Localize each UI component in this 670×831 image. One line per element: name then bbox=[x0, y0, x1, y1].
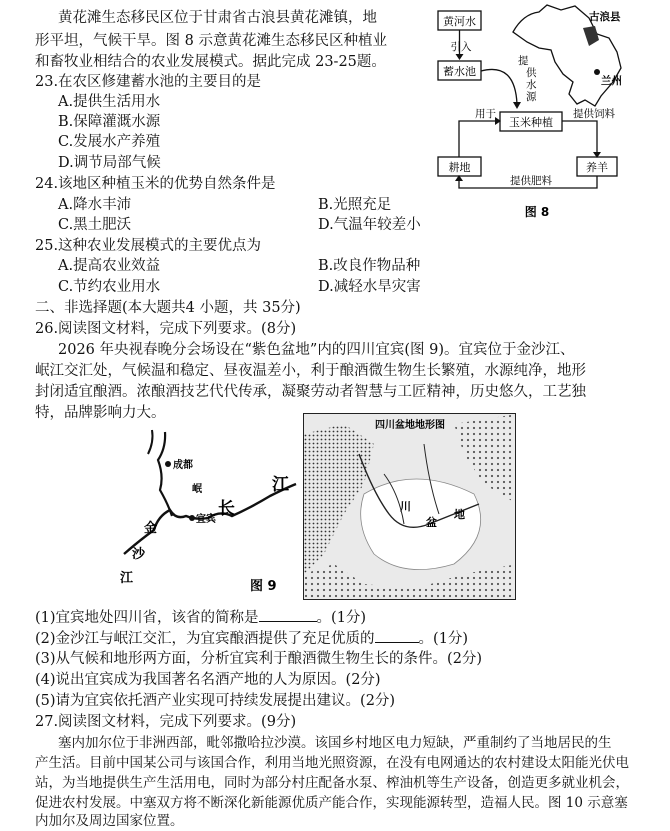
q23-stem: 23.在农区修建蓄水池的主要目的是 bbox=[35, 74, 262, 90]
fig9-caption: 图 9 bbox=[250, 579, 277, 592]
q25-option-a: A.提高农业效益 bbox=[58, 258, 161, 274]
q23-option-d: D.调节局部气候 bbox=[58, 155, 161, 171]
fig8-label-fert: 提供肥料 bbox=[510, 175, 552, 187]
q25-stem: 25.这种农业发展模式的主要优点为 bbox=[35, 238, 262, 254]
fig8-caption: 图 8 bbox=[524, 205, 550, 219]
fig9-label-jin: 金 bbox=[144, 521, 158, 536]
fig8-label-source-3: 水 bbox=[526, 79, 537, 91]
fig8-lanzhou-dot bbox=[594, 69, 600, 75]
q26-material-2: 岷江交汇处，气候温和稳定、昼夜温差小，利于酿酒微生物生长繁殖，水源纯净，地形 bbox=[35, 363, 586, 379]
figure-9-river-sketch bbox=[110, 420, 300, 592]
q24-option-c: C.黑土肥沃 bbox=[58, 217, 132, 233]
fig9-yibin-dot bbox=[189, 515, 195, 521]
q26-stem: 26.阅读图文材料，完成下列要求。(8分) bbox=[35, 321, 297, 337]
q26-sub-5: (5)请为宜宾依托酒产业实现可持续发展提出建议。(2分) bbox=[35, 693, 396, 709]
intro-line-1: 黄花滩生态移民区位于甘肃省古浪县黄花滩镇，地 bbox=[58, 10, 377, 26]
q26-sub-2-blank[interactable] bbox=[375, 628, 419, 643]
fig8-label-use: 用于 bbox=[475, 108, 496, 120]
q26-material-1: 2026 年央视春晚分会场设在“紫色盆地”内的四川宜宾(图 9)。宜宾位于金沙江、 bbox=[58, 342, 575, 358]
q26-sub-1-text: (1)宜宾地处四川省，该省的简称是 bbox=[35, 610, 259, 626]
section-heading: 二、非选择题(本大题共4 小题，共 35分) bbox=[35, 300, 301, 316]
fig8-label-gulang: 古浪县 bbox=[589, 11, 621, 23]
fig9-label-di: 地 bbox=[454, 508, 465, 521]
q26-sub-1-score: 。(1分) bbox=[316, 610, 367, 626]
fig9-label-min: 岷 bbox=[192, 484, 202, 495]
fig9-map-title: 四川盆地地形图 bbox=[375, 420, 445, 431]
fig8-text-water: 黄河水 bbox=[443, 15, 476, 28]
figure-9-terrain-map bbox=[303, 413, 516, 600]
fig9-label-chang: 长 bbox=[218, 499, 235, 519]
q23-option-b: B.保障灌溉水源 bbox=[58, 114, 161, 130]
fig9-label-sha: 沙 bbox=[132, 547, 146, 562]
figure-8 bbox=[425, 2, 640, 220]
q27-material-1: 塞内加尔位于非洲西部，毗邻撒哈拉沙漠。该国乡村地区电力短缺，严重制约了当地居民的生 bbox=[58, 735, 612, 751]
fig8-label-source-1: 提 bbox=[518, 55, 529, 67]
fig8-label-feed: 提供饲料 bbox=[573, 108, 615, 120]
q26-sub-4: (4)说出宜宾成为我国著名名酒产地的人为原因。(2分) bbox=[35, 672, 381, 688]
q25-option-b: B.改良作物品种 bbox=[318, 258, 421, 274]
q27-material-5: 内加尔及周边国家位置。 bbox=[35, 813, 184, 829]
fig9-label-jiang: 江 bbox=[272, 475, 289, 495]
fig8-text-farm: 耕地 bbox=[448, 161, 471, 174]
fig9-label-jiang2: 江 bbox=[120, 571, 134, 586]
fig8-text-corn: 玉米种植 bbox=[509, 116, 553, 129]
q26-sub-1-blank[interactable] bbox=[259, 607, 317, 622]
q26-sub-1 bbox=[35, 607, 366, 628]
q24-option-b: B.光照充足 bbox=[318, 197, 392, 213]
q26-sub-2-score: 。(1分) bbox=[418, 631, 469, 647]
fig9-label-chuan: 川 bbox=[400, 500, 411, 513]
intro-line-3: 和畜牧业相结合的农业发展模式。据此完成 23-25题。 bbox=[35, 54, 386, 70]
fig8-label-lanzhou: 兰州 bbox=[601, 75, 622, 87]
fig9-label-yibin: 宜宾 bbox=[196, 514, 216, 525]
q26-sub-3: (3)从气候和地形两方面，分析宜宾利于酿酒微生物生长的条件。(2分) bbox=[35, 651, 483, 667]
q23-option-c: C.发展水产养殖 bbox=[58, 134, 161, 150]
fig9-label-chengdu: 成都 bbox=[173, 460, 193, 471]
q27-stem: 27.阅读图文材料，完成下列要求。(9分) bbox=[35, 714, 297, 730]
q25-option-d: D.减轻水旱灾害 bbox=[318, 279, 421, 295]
q25-option-c: C.节约农业用水 bbox=[58, 279, 161, 295]
fig8-text-pool: 蓄水池 bbox=[443, 65, 476, 78]
fig8-label-intro: 引入 bbox=[450, 41, 472, 53]
q26-material-4: 特，品牌影响力大。 bbox=[35, 405, 166, 421]
q24-stem: 24.该地区种植玉米的优势自然条件是 bbox=[35, 176, 276, 192]
q27-material-4: 促进农村发展。中塞双方将不断深化新能源优质产能合作，实现能源转型，造福人民。图 10 示意塞 bbox=[35, 795, 628, 811]
q26-sub-2 bbox=[35, 628, 468, 649]
intro-line-2: 形平坦，气候干旱。图 8 示意黄花滩生态移民区种植业 bbox=[35, 33, 387, 49]
q26-material-3: 封闭适宜酿酒。浓酿酒技艺代代传承，凝聚劳动者智慧与工匠精神，历史悠久，工艺独 bbox=[35, 384, 586, 400]
q24-option-d: D.气温年较差小 bbox=[318, 217, 421, 233]
q24-option-a: A.降水丰沛 bbox=[58, 197, 132, 213]
fig9-label-pen: 盆 bbox=[426, 516, 437, 529]
fig8-label-source-2: 供 bbox=[526, 67, 537, 79]
q23-option-a: A.提供生活用水 bbox=[58, 94, 161, 110]
q26-sub-2-text: (2)金沙江与岷江交汇，为宜宾酿酒提供了充足优质的 bbox=[35, 631, 375, 647]
fig8-label-source-4: 源 bbox=[526, 91, 537, 103]
fig8-text-sheep: 养羊 bbox=[586, 161, 608, 174]
q27-material-2: 产生活。目前中国某公司与该国合作，利用当地光照资源，在没有电网通达的农村建设太阳能光伏电 bbox=[35, 755, 629, 771]
q27-material-3: 站，为当地提供生产生活用电，同时为部分村庄配备水泵、榨油机等生产设备，创造更多就业机会， bbox=[35, 775, 629, 791]
